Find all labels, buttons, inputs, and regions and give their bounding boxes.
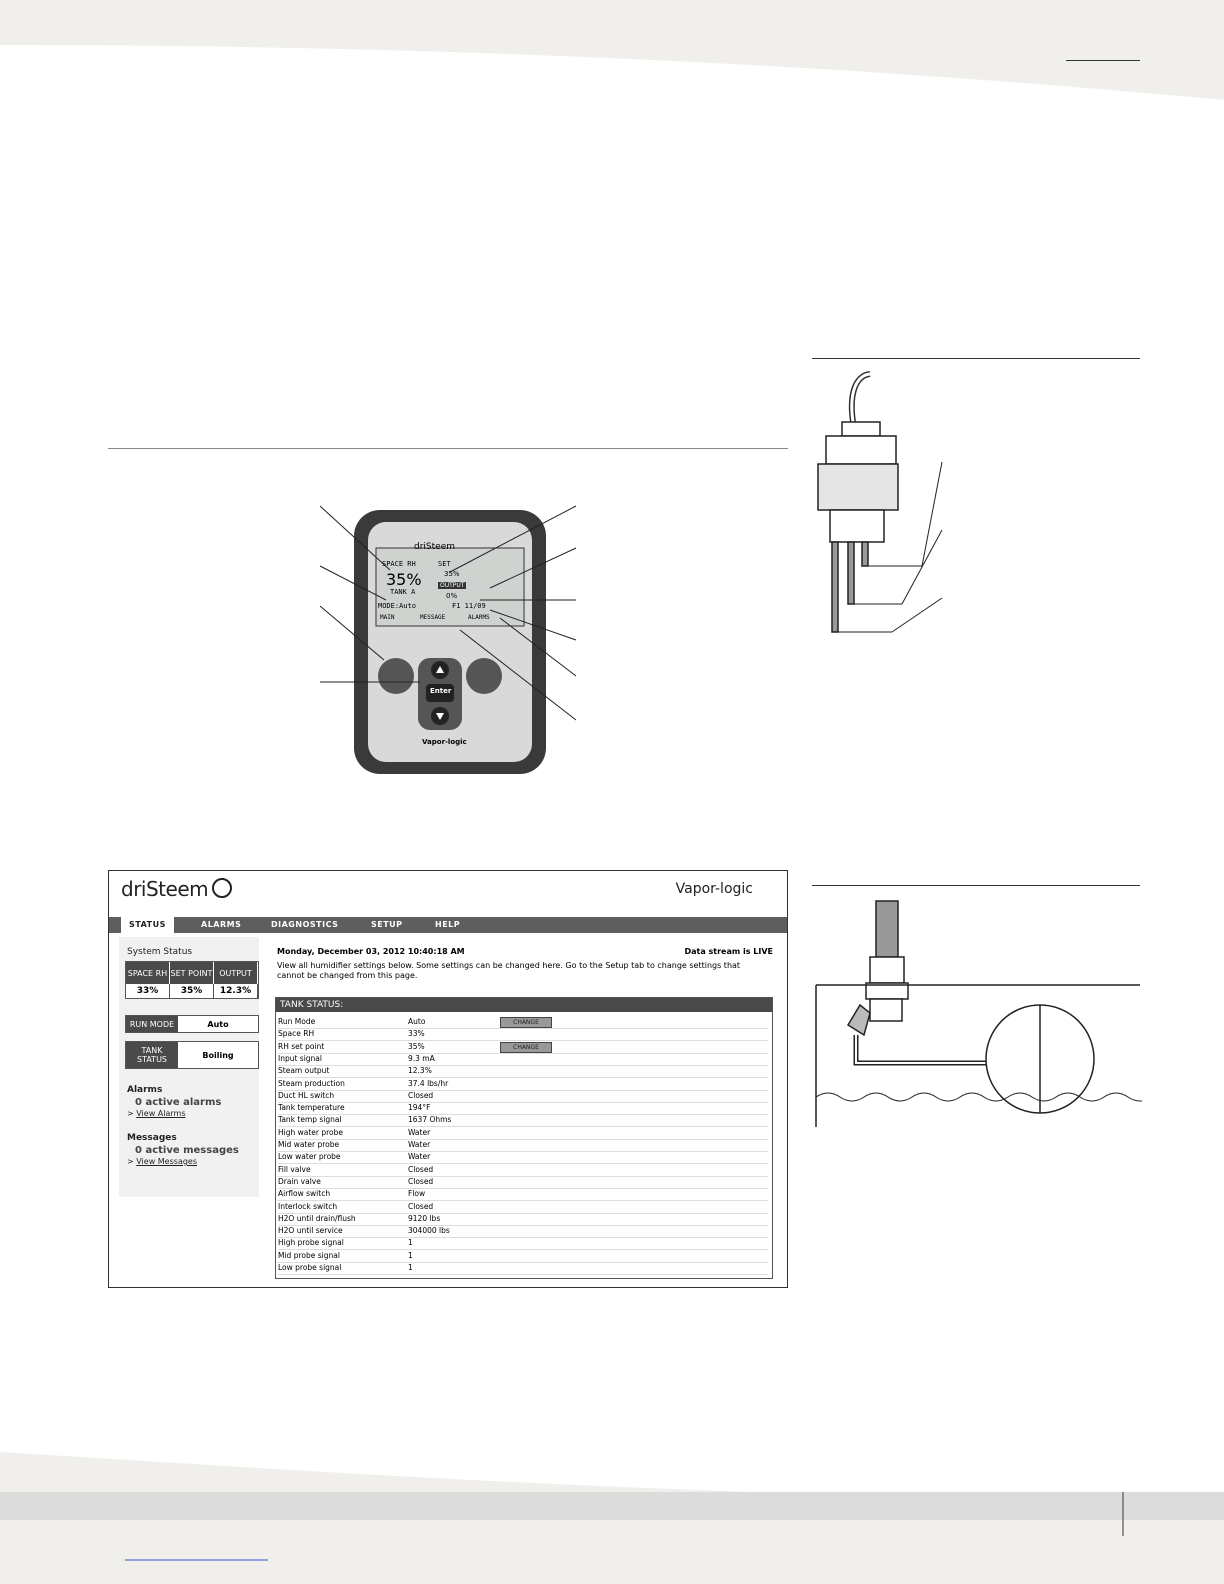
row-value: 1637 Ohms bbox=[408, 1115, 452, 1125]
view-messages-link[interactable]: > View Messages bbox=[127, 1157, 198, 1166]
table-row bbox=[278, 1090, 768, 1103]
keypad-mode: MODE:Auto bbox=[378, 602, 416, 610]
tab-alarms[interactable]: ALARMS bbox=[201, 920, 242, 929]
web-sidebar bbox=[119, 937, 259, 1197]
row-label: Input signal bbox=[278, 1053, 322, 1063]
table-row bbox=[278, 1078, 768, 1091]
row-value: Water bbox=[408, 1127, 431, 1137]
table-row bbox=[278, 1250, 768, 1263]
row-value: Water bbox=[408, 1152, 431, 1162]
run-mode-value: Auto bbox=[207, 1019, 229, 1029]
header-rule bbox=[1066, 60, 1140, 61]
row-label: Drain valve bbox=[278, 1176, 321, 1186]
keypad-alarms-key[interactable]: ALARMS bbox=[468, 614, 490, 621]
row-label: Low water probe bbox=[278, 1152, 341, 1162]
tank-status-label: TANK STATUS bbox=[126, 1042, 178, 1068]
tank-status-table bbox=[275, 997, 773, 1279]
table-row bbox=[278, 1139, 768, 1152]
system-status-title: System Status bbox=[127, 947, 193, 957]
row-value: Closed bbox=[408, 1201, 434, 1211]
row-label: High probe signal bbox=[278, 1238, 344, 1248]
table-row bbox=[278, 1188, 768, 1201]
row-label: Steam production bbox=[278, 1078, 345, 1088]
web-brand bbox=[121, 877, 232, 901]
tank-status-value: Boiling bbox=[202, 1050, 234, 1060]
keypad-output-value: 0% bbox=[446, 592, 458, 600]
messages-count: 0 active messages bbox=[135, 1145, 239, 1156]
row-value: 9.3 mA bbox=[408, 1053, 435, 1063]
space-rh-header: SPACE RH bbox=[126, 962, 170, 984]
row-value: Auto bbox=[408, 1017, 426, 1026]
table-row bbox=[278, 1262, 768, 1275]
view-messages-link-text[interactable]: View Messages bbox=[136, 1157, 198, 1166]
row-label: High water probe bbox=[278, 1127, 344, 1137]
tank-status-box bbox=[125, 1041, 259, 1069]
row-value: 194°F bbox=[408, 1103, 431, 1113]
footer-swoosh bbox=[0, 1440, 1224, 1584]
table-row bbox=[278, 1176, 768, 1189]
web-navbar bbox=[109, 917, 788, 933]
keypad-rh-label: SPACE RH bbox=[382, 560, 416, 568]
row-value: 12.3% bbox=[408, 1066, 432, 1076]
left-section-rule bbox=[108, 448, 788, 449]
row-value: Closed bbox=[408, 1176, 434, 1186]
output-header: OUTPUT bbox=[214, 962, 258, 984]
row-value: 37.4 lbs/hr bbox=[408, 1078, 449, 1088]
table-row bbox=[278, 1151, 768, 1164]
table-row bbox=[278, 1065, 768, 1078]
row-label: Space RH bbox=[278, 1029, 315, 1039]
right-section-rule-1 bbox=[812, 358, 1140, 359]
row-value: Closed bbox=[408, 1164, 434, 1174]
alarms-count: 0 active alarms bbox=[135, 1097, 222, 1108]
row-value: Flow bbox=[408, 1189, 426, 1199]
keypad-enter-button[interactable]: Enter bbox=[430, 687, 452, 695]
run-mode-label: RUN MODE bbox=[126, 1016, 178, 1032]
right-section-rule-2 bbox=[812, 885, 1140, 886]
space-rh-value: 33% bbox=[126, 984, 170, 998]
row-value: 1 bbox=[408, 1250, 413, 1260]
run-mode-box bbox=[125, 1015, 259, 1033]
row-label: Low probe signal bbox=[278, 1263, 342, 1272]
keypad-tank: TANK A bbox=[390, 588, 416, 596]
change-button[interactable]: CHANGE bbox=[500, 1042, 552, 1053]
keypad-set-value: 35% bbox=[444, 570, 460, 578]
row-label: RH set point bbox=[278, 1041, 325, 1051]
row-label: Interlock switch bbox=[278, 1201, 338, 1211]
table-row bbox=[278, 1028, 768, 1041]
keypad-callouts bbox=[310, 500, 590, 730]
row-value: 1 bbox=[408, 1238, 413, 1248]
row-label: Run Mode bbox=[278, 1017, 316, 1026]
row-label: H2O until drain/flush bbox=[278, 1213, 356, 1223]
row-value: 304000 lbs bbox=[408, 1226, 450, 1236]
change-button[interactable]: CHANGE bbox=[500, 1017, 552, 1028]
row-label: Steam output bbox=[278, 1066, 330, 1076]
tab-help[interactable]: HELP bbox=[435, 920, 461, 929]
table-row bbox=[278, 1053, 768, 1066]
table-row bbox=[278, 1102, 768, 1115]
row-value: 35% bbox=[408, 1041, 425, 1051]
probe-figure bbox=[812, 370, 962, 650]
row-label: Airflow switch bbox=[278, 1189, 331, 1199]
row-label: Tank temperature bbox=[278, 1103, 345, 1113]
keypad-main-key[interactable]: MAIN bbox=[380, 614, 395, 621]
row-label: Mid probe signal bbox=[278, 1250, 340, 1260]
row-value: 1 bbox=[408, 1263, 413, 1272]
table-row bbox=[278, 1041, 768, 1054]
table-row bbox=[278, 1114, 768, 1127]
set-point-header: SET POINT bbox=[170, 962, 214, 984]
float-switch-figure bbox=[812, 895, 1142, 1130]
web-interface-screenshot bbox=[108, 870, 788, 1288]
row-label: Fill valve bbox=[278, 1164, 311, 1174]
view-alarms-link[interactable]: > View Alarms bbox=[127, 1109, 186, 1118]
set-point-value: 35% bbox=[170, 984, 214, 998]
messages-title: Messages bbox=[127, 1133, 177, 1143]
table-row bbox=[278, 1201, 768, 1214]
keypad-product: Vapor-logic bbox=[422, 738, 467, 746]
keypad-messages-key[interactable]: MESSAGE bbox=[420, 614, 446, 621]
row-value: Closed bbox=[408, 1090, 434, 1100]
view-alarms-link-text[interactable]: View Alarms bbox=[136, 1109, 186, 1118]
header-swoosh bbox=[0, 0, 1224, 110]
table-row bbox=[278, 1164, 768, 1177]
output-value: 12.3% bbox=[214, 984, 258, 998]
row-label: Tank temp signal bbox=[278, 1115, 342, 1125]
data-stream-status: Data stream is LIVE bbox=[684, 947, 773, 956]
keypad-brand: driSteem bbox=[414, 542, 455, 552]
table-row bbox=[278, 1237, 768, 1250]
table-row bbox=[278, 1225, 768, 1238]
table-row bbox=[278, 1016, 768, 1029]
system-status-grid bbox=[125, 961, 259, 999]
web-product-name: Vapor-logic bbox=[675, 881, 753, 897]
current-date: Monday, December 03, 2012 10:40:18 AM bbox=[277, 947, 465, 956]
row-label: Mid water probe bbox=[278, 1140, 340, 1149]
web-brand-text: driSteem bbox=[121, 877, 209, 901]
row-value: 9120 lbs bbox=[408, 1213, 441, 1223]
row-label: H2O until service bbox=[278, 1226, 343, 1236]
tab-status[interactable]: STATUS bbox=[121, 915, 174, 933]
alarms-title: Alarms bbox=[127, 1085, 163, 1095]
tank-status-title: TANK STATUS: bbox=[276, 998, 772, 1012]
tab-setup[interactable]: SETUP bbox=[371, 920, 403, 929]
intro-text: View all humidifier settings below. Some settings can be changed here. Go to the Setup tab to change settings that cannot be changed from this page. bbox=[277, 961, 741, 980]
table-row bbox=[278, 1127, 768, 1140]
keypad-date: F1 11/09 bbox=[452, 602, 486, 610]
row-label: Duct HL switch bbox=[278, 1090, 335, 1100]
tab-diagnostics[interactable]: DIAGNOSTICS bbox=[271, 920, 339, 929]
row-value: 33% bbox=[408, 1029, 425, 1039]
keypad-set-label: SET bbox=[438, 560, 451, 568]
keypad-rh-value: 35% bbox=[386, 570, 422, 589]
row-value: Water bbox=[408, 1140, 431, 1149]
table-row bbox=[278, 1213, 768, 1226]
keypad-output-label: OUTPUT bbox=[440, 582, 465, 589]
driSteem-logo-icon bbox=[212, 878, 232, 898]
